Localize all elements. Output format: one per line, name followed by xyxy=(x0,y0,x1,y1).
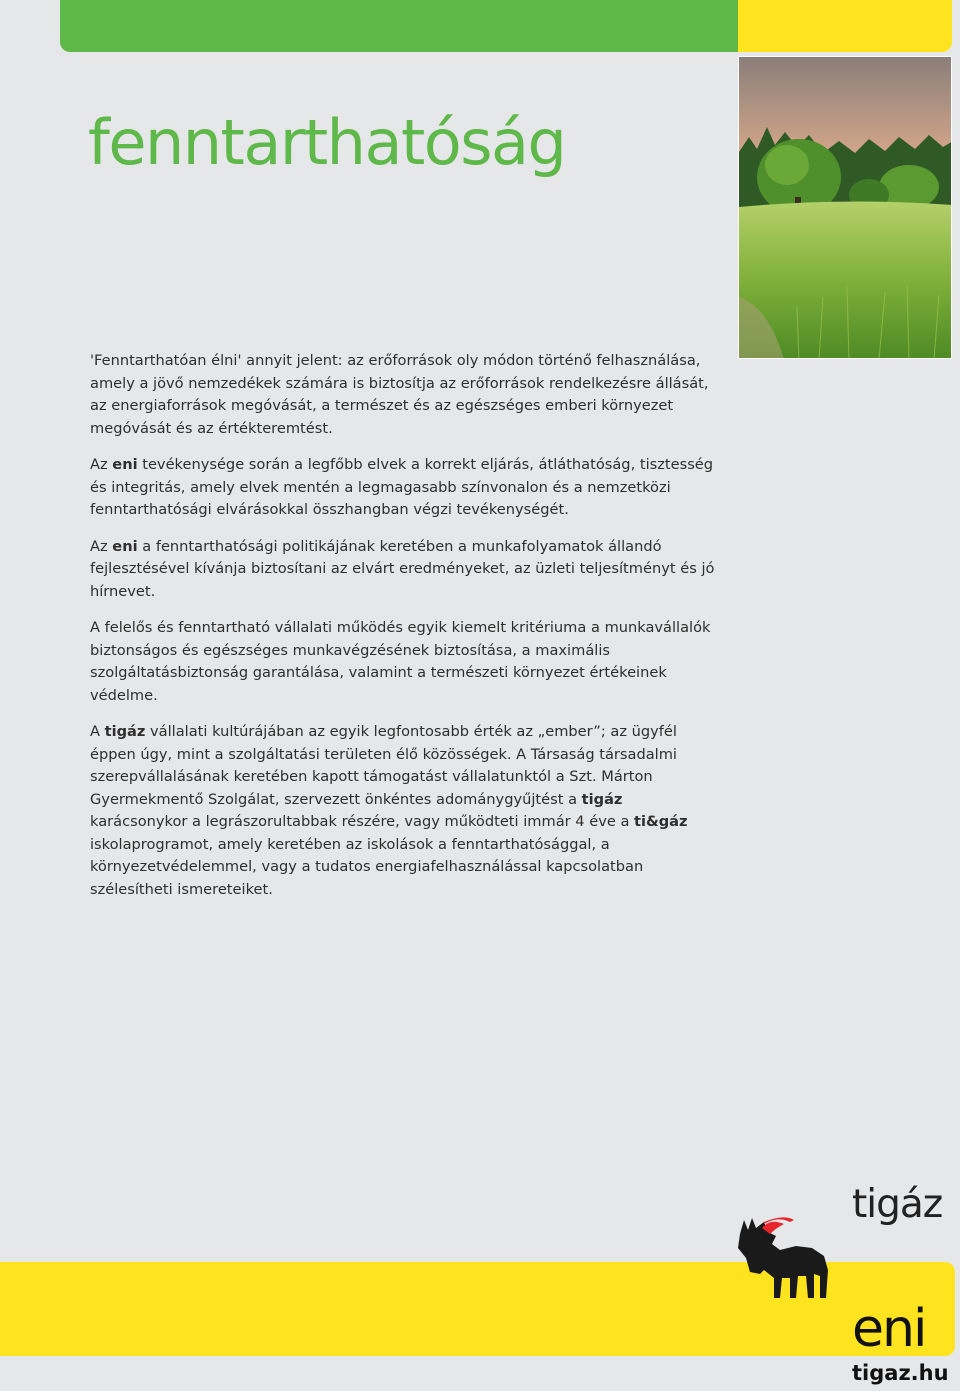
text-segment: Az xyxy=(90,537,113,555)
page-title: fenntarthatóság xyxy=(88,106,566,179)
website-url: tigaz.hu xyxy=(852,1361,949,1385)
paragraph-1 xyxy=(90,350,720,440)
brand-name: eni xyxy=(112,456,138,473)
eni-logo: eni xyxy=(852,1299,926,1359)
brand-name: ti&gáz xyxy=(634,813,688,830)
tigaz-logo: tigáz xyxy=(852,1182,943,1227)
text-segment: vállalati kultúrájában az egyik legfontosabb érték az „ember”; az ügyfél éppen úgy, mint a szolgáltatási területen élő közösségek. A Társaság társadalmi szerepvállalásának keretében kapott támogatást vállalatunktól a Szt. Márton Gyermekmentő Szolgálat, szervezett önkéntes adománygyűjtést a xyxy=(90,723,677,808)
text-segment: A felelős és fenntartható vállalati működés egyik kiemelt kritériuma a munkavállalók biztonságos és egészséges munkavégzésének biztosítása, a maximális szolgáltatásbiztonság garantálása, valamint a természeti környezet értékeinek védelme. xyxy=(90,619,711,704)
text-segment: a fenntarthatósági politikájának keretében a munkafolyamatok állandó fejlesztésével kívánja biztosítani az elvárt eredményeket, az üzleti teljesítményt és jó hírnevet. xyxy=(90,537,715,600)
brand-name: eni xyxy=(112,537,138,555)
text-segment: A xyxy=(90,723,105,740)
text-segment: tevékenysége során a legfőbb elvek a korrekt eljárás, átláthatóság, tisztesség és integritás, amely elvek mentén a legmagasabb színvonalon és a nemzetközi fenntarthatósági elvárásokkal összhangban végzi tevékenységét. xyxy=(90,456,714,518)
text-segment: iskolaprogramot, amely keretében az iskolások a fenntarthatósággal, a környezetvédelemmel, vagy a tudatos energiafelhasználással kapcsolatban szélesítheti ismereteiket. xyxy=(90,835,644,898)
landscape-photo xyxy=(738,56,952,359)
paragraph-3 xyxy=(90,536,720,604)
brand-name: tigáz xyxy=(581,790,623,808)
top-bar-green xyxy=(60,0,738,52)
text-segment: 'Fenntarthatóan élni' annyit jelent: az erőforrások oly módon történő felhasználása, amely a jövő nemzedékek számára is biztosítja az erőforrások rendelkezésre állását, az energiaforrások megóvását, a természet és az egészséges emberi környezet megóvását és az értékteremtést. xyxy=(90,352,709,437)
text-segment: Az xyxy=(90,456,113,473)
paragraph-5 xyxy=(90,721,720,901)
body-text xyxy=(90,350,720,915)
brand-name: tigáz xyxy=(104,723,146,740)
paragraph-4 xyxy=(90,617,720,707)
top-bar-yellow xyxy=(738,0,952,52)
paragraph-2 xyxy=(90,454,720,522)
six-legged-dog-icon xyxy=(734,1214,834,1299)
text-segment: karácsonykor a legrászorultabbak részére, vagy működteti immár 4 éve a xyxy=(90,813,635,830)
